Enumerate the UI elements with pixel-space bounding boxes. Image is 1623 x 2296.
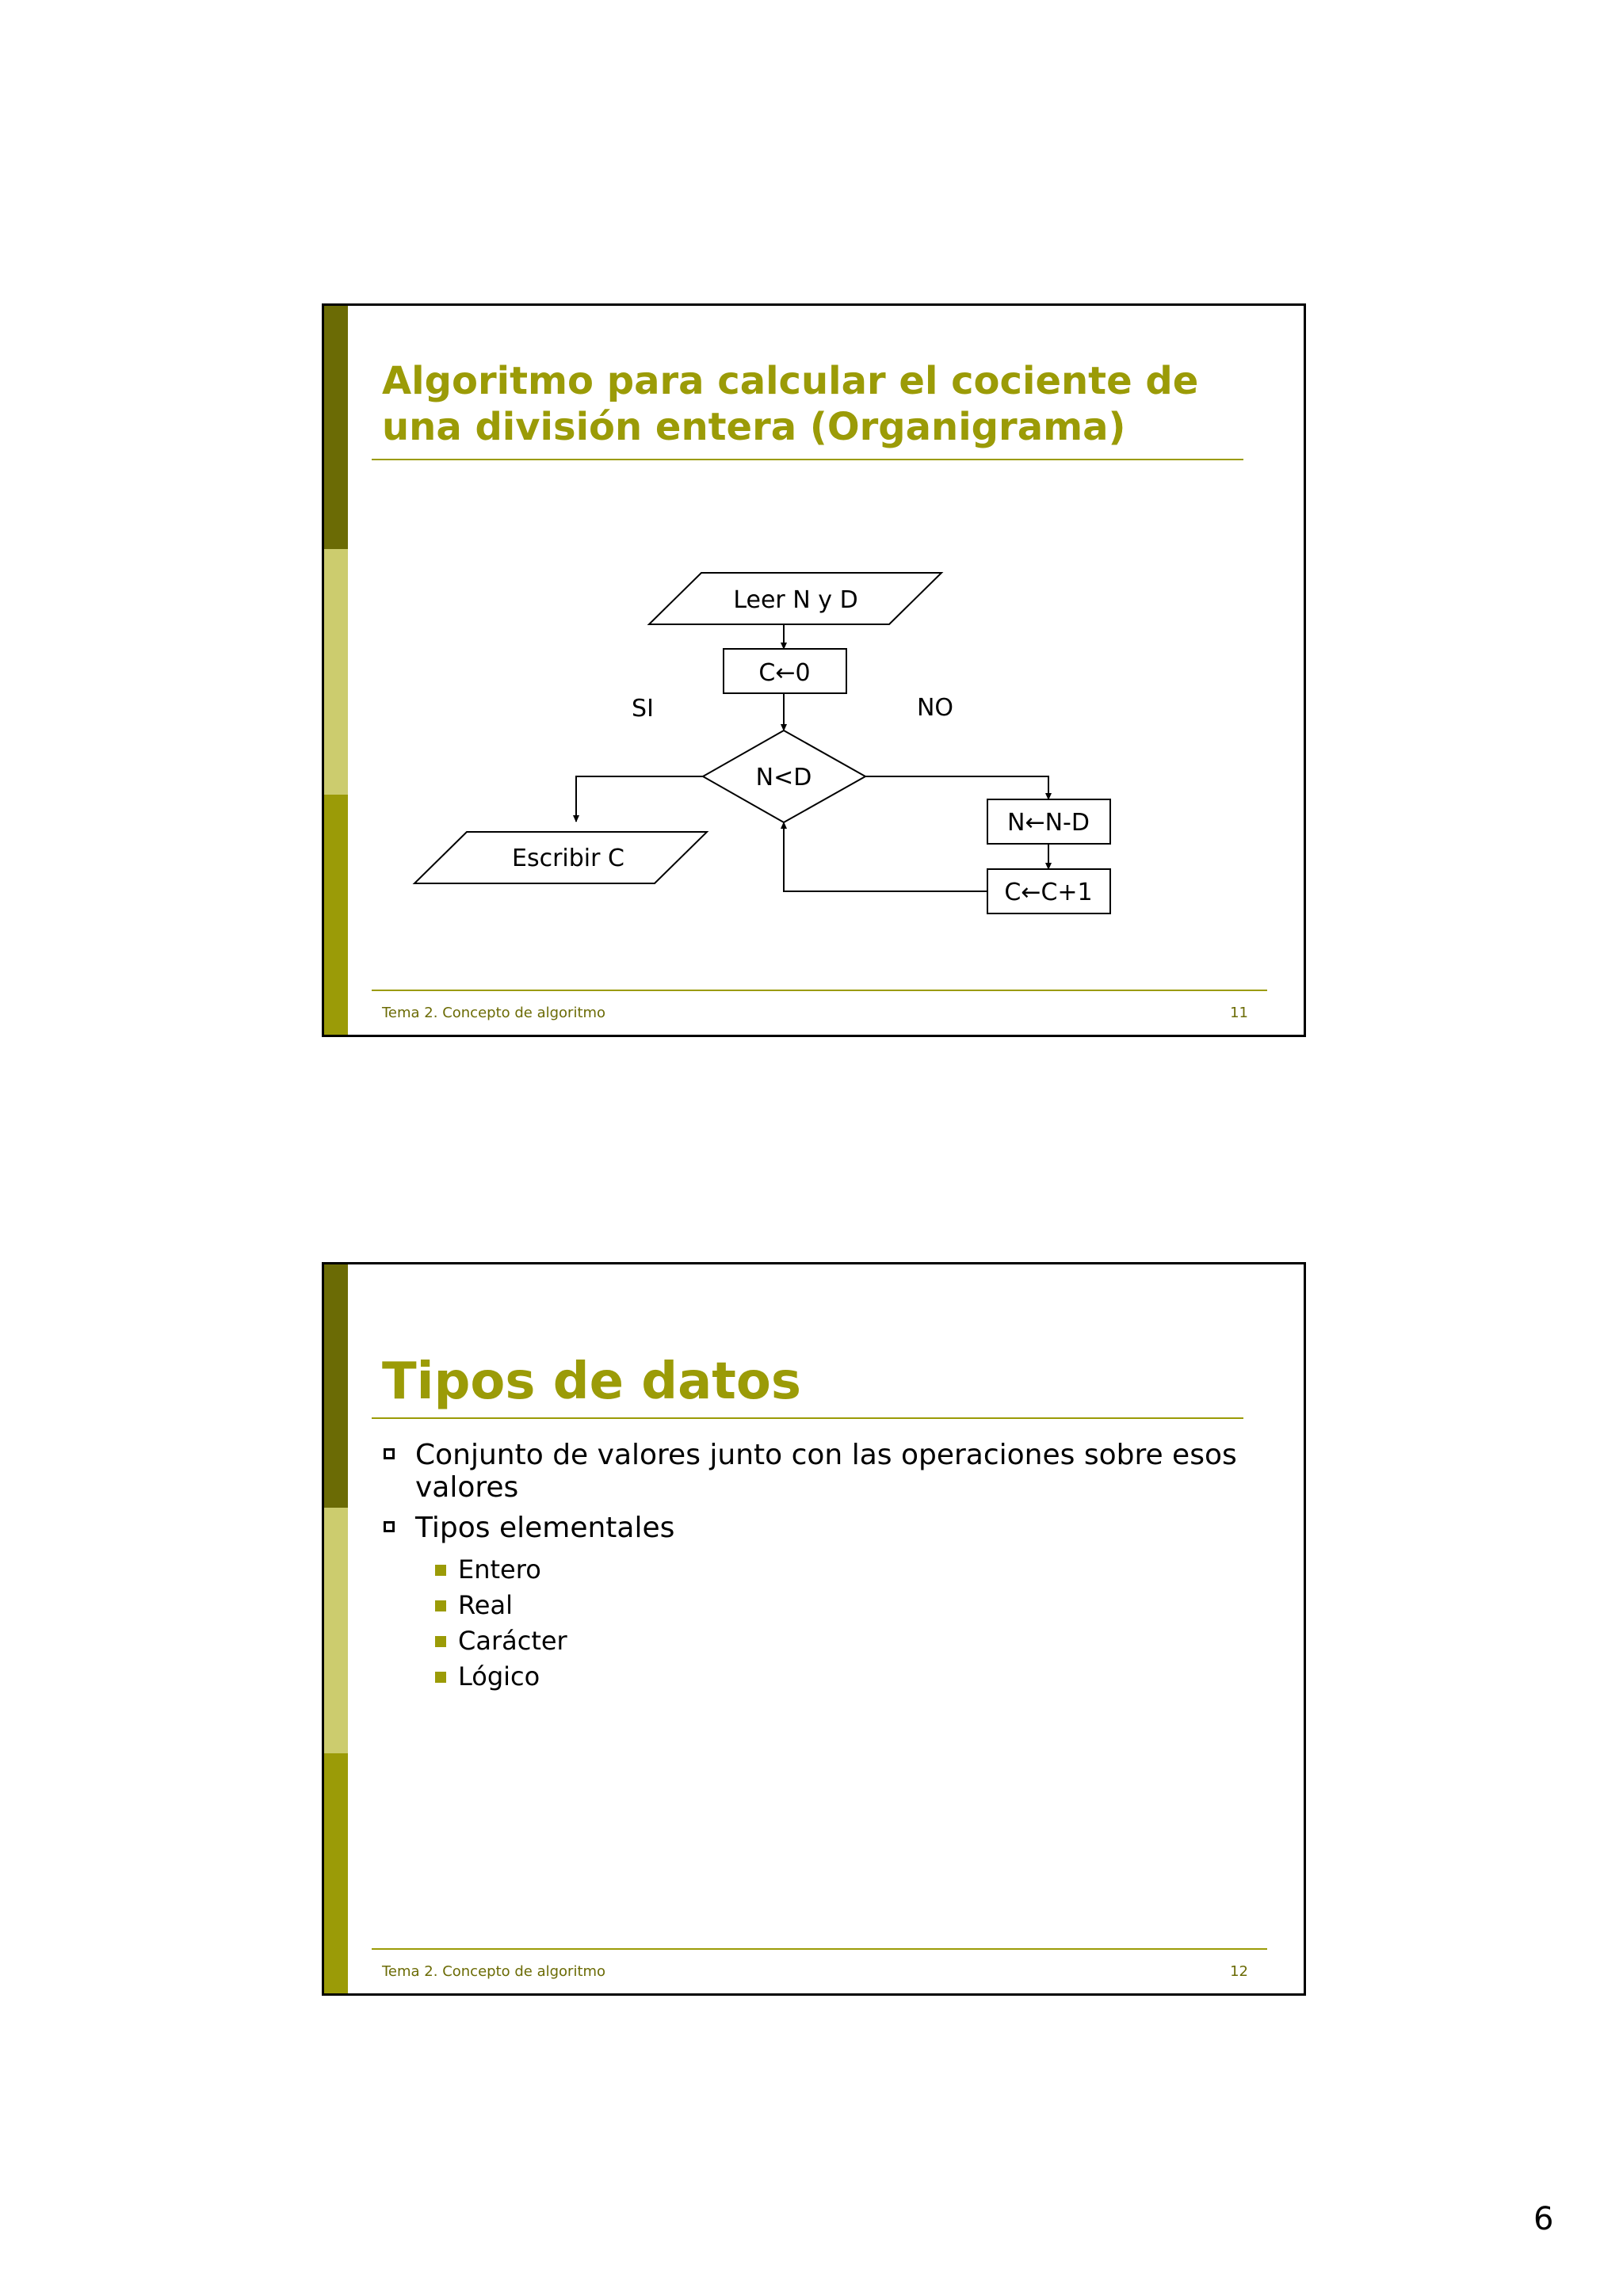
init-label: C←0: [758, 659, 811, 687]
slide-number: 11: [1230, 1005, 1248, 1021]
arrow-decision-step1: [865, 776, 1048, 799]
title-line-2: una división entera (Organigrama): [382, 405, 1126, 449]
sub-bullet-text: Lógico: [458, 1661, 540, 1691]
hollow-square-bullet-icon: [384, 1448, 395, 1459]
flowchart: [324, 306, 1304, 987]
bullet-text: Tipos elementales: [415, 1512, 675, 1544]
input-label: Leer N y D: [733, 586, 858, 614]
page-number: 6: [1533, 2201, 1554, 2237]
slide-sidebar: [324, 1264, 348, 1993]
output-label: Escribir C: [512, 845, 624, 872]
bullet-text: Conjunto de valores junto con las operaciones sobre esos valores: [415, 1439, 1237, 1504]
footer-rule: [372, 1948, 1267, 1950]
arrow-step2-decision: [784, 822, 987, 891]
title-rule: [372, 1417, 1243, 1419]
sub-bullet-text: Entero: [458, 1554, 541, 1585]
slide-11: [322, 303, 1306, 1037]
filled-square-bullet-icon: [435, 1672, 446, 1683]
slide-footer: Tema 2. Concepto de algoritmo: [382, 1963, 606, 1980]
filled-square-bullet-icon: [435, 1600, 446, 1611]
sub-bullet-text: Carácter: [458, 1626, 567, 1656]
step2-label: C←C+1: [1004, 879, 1093, 906]
arrow-decision-output: [576, 776, 703, 822]
slide-12: [322, 1262, 1306, 1996]
no-label: NO: [916, 694, 954, 722]
slide-footer: Tema 2. Concepto de algoritmo: [382, 1005, 606, 1021]
bullet-list: [380, 1439, 1251, 1695]
slide-number: 12: [1230, 1963, 1248, 1980]
sub-bullet-item: [380, 1552, 1251, 1588]
sub-bullet-item: [380, 1588, 1251, 1623]
decision-label: N<D: [755, 764, 812, 791]
sub-bullet-item: [380, 1659, 1251, 1695]
sub-bullet-item: [380, 1623, 1251, 1659]
slide-title: Tipos de datos: [382, 1352, 801, 1411]
bullet-item: [380, 1439, 1251, 1504]
title-line-1: Algoritmo para calcular el cociente de: [382, 359, 1199, 403]
sub-bullet-text: Real: [458, 1590, 513, 1620]
step1-label: N←N-D: [1007, 809, 1090, 837]
footer-rule: [372, 990, 1267, 991]
filled-square-bullet-icon: [435, 1565, 446, 1576]
filled-square-bullet-icon: [435, 1636, 446, 1647]
bullet-item: [380, 1512, 1251, 1544]
yes-label: SI: [632, 695, 654, 723]
hollow-square-bullet-icon: [384, 1521, 395, 1532]
